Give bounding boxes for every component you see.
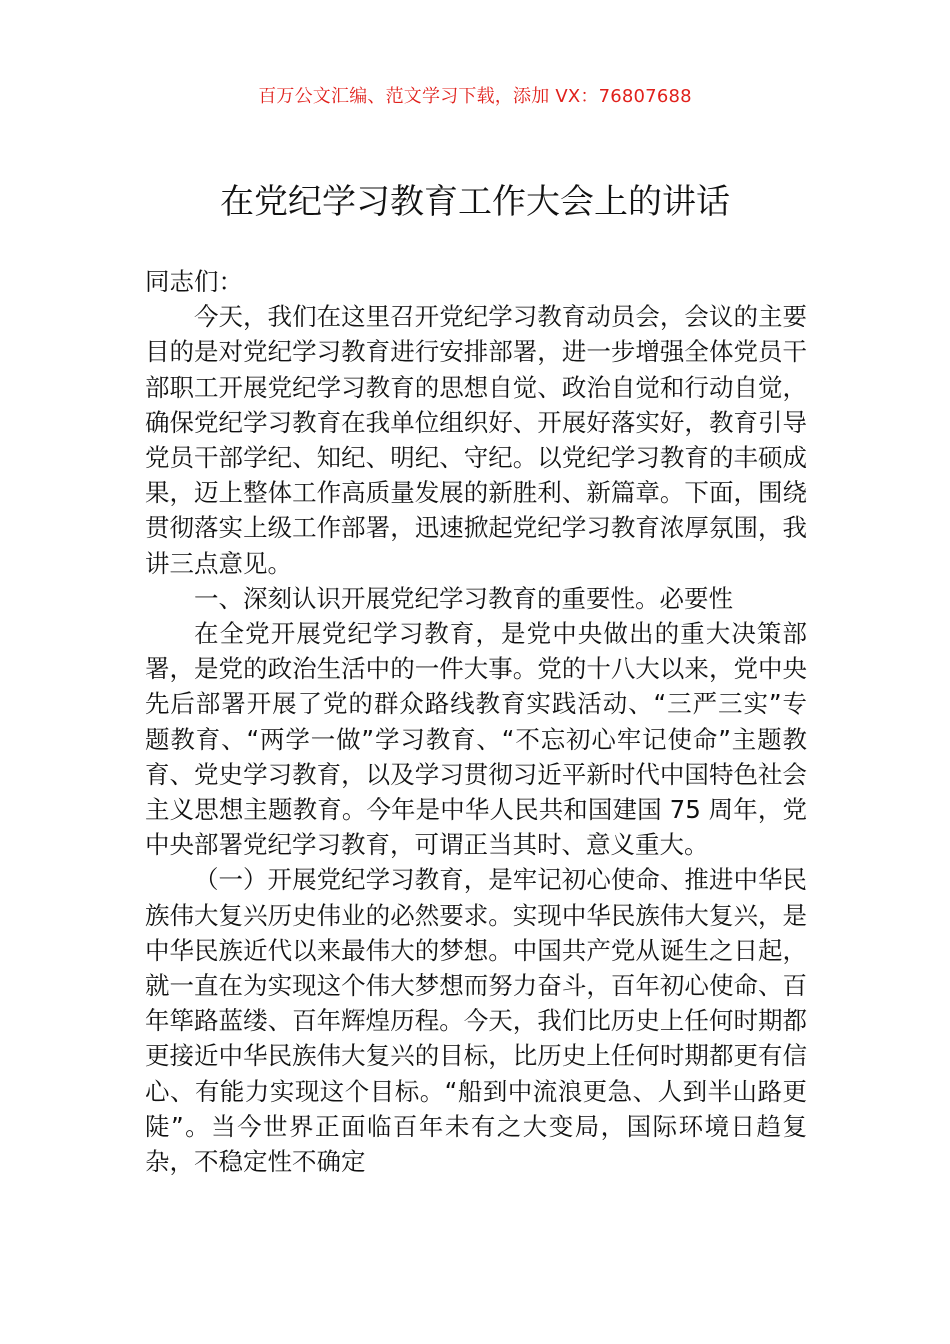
section-heading-1: 一、深刻认识开展党纪学习教育的重要性。必要性 xyxy=(194,583,733,613)
salutation: 同志们： xyxy=(145,267,243,296)
header-watermark-note: 百万公文汇编、范文学习下载，添加 VX：76807688 xyxy=(258,86,692,107)
paragraph-point-1: （一）开展党纪学习教育，是牢记初心使命、推进中华民族伟大复兴历史伟业的必然要求。实现中华民族伟大复兴，是中华民族近代以来最伟大的梦想。中国共产党从诞生之日起，就一直在为实现这个伟大梦想而努力奋斗，百年初心使命、百年筚路蓝缕、百年辉煌历程。今天，我们比历史上任何时期都更接近中华民族伟大复兴的目标，比历史上任何时期都更有信心、有能力实现这个目标。“船到中流浪更急、人到半山路更陡”。当今世界正面临百年未有之大变局，国际环境日趋复杂，不稳定性不确定 xyxy=(145,865,807,1177)
document-body xyxy=(145,264,807,1179)
document-title: 在党纪学习教育工作大会上的讲话 xyxy=(220,182,730,222)
paragraph-background: 在全党开展党纪学习教育，是党中央做出的重大决策部署，是党的政治生活中的一件大事。党的十八大以来，党中央先后部署开展了党的群众路线教育实践活动、“三严三实”专题教育、“两学一做”学习教育、“不忘初心牢记使命”主题教育、党史学习教育，以及学习贯彻习近平新时代中国特色社会主义思想主题教育。今年是中华人民共和国建国 75 周年，党中央部署党纪学习教育，可谓正当其时、意义重大。 xyxy=(145,619,807,860)
paragraph-opening: 今天，我们在这里召开党纪学习教育动员会，会议的主要目的是对党纪学习教育进行安排部署，进一步增强全体党员干部职工开展党纪学习教育的思想自觉、政治自觉和行动自觉，确保党纪学习教育在我单位组织好、开展好落实好，教育引导党员干部学纪、知纪、明纪、守纪。以党纪学习教育的丰硕成果，迈上整体工作高质量发展的新胜利、新篇章。下面，围绕贯彻落实上级工作部署，迅速掀起党纪学习教育浓厚氛围，我讲三点意见。 xyxy=(145,302,807,578)
